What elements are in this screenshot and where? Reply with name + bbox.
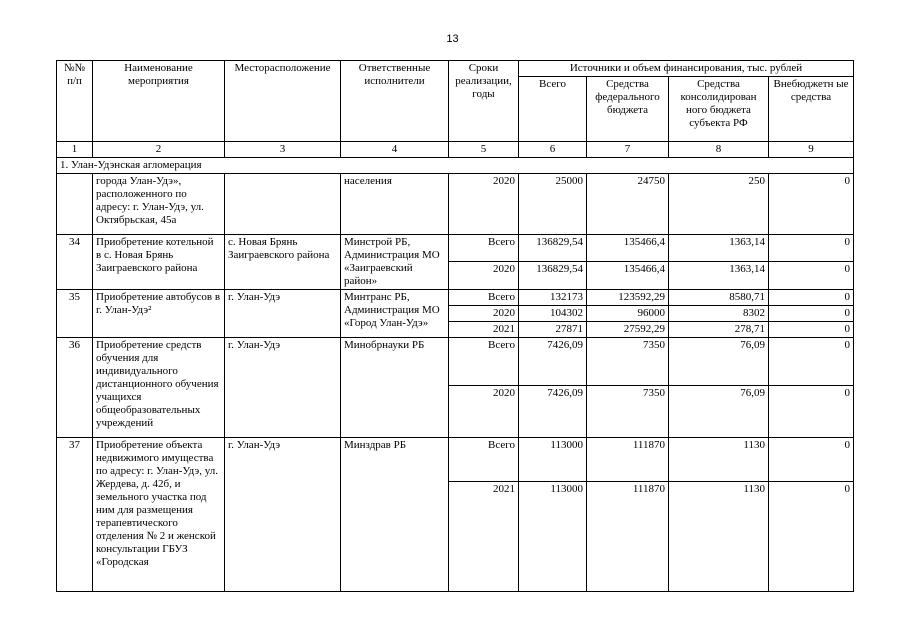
row-year: Всего: [449, 235, 519, 262]
row-number: 37: [57, 438, 93, 592]
row-federal: 123592,29: [587, 290, 669, 306]
row-federal: 7350: [587, 338, 669, 386]
row-location: г. Улан-Удэ: [225, 438, 341, 592]
row-regional: 250: [669, 174, 769, 235]
row-year: Всего: [449, 338, 519, 386]
row-number: 36: [57, 338, 93, 438]
row-federal: 96000: [587, 306, 669, 322]
row-regional: 76,09: [669, 338, 769, 386]
col-number: 7: [587, 142, 669, 158]
row-extra: 0: [769, 262, 854, 290]
row-regional: 76,09: [669, 386, 769, 438]
table-row: [57, 438, 854, 482]
row-regional: 1363,14: [669, 235, 769, 262]
row-federal: 111870: [587, 438, 669, 482]
col-number: 6: [519, 142, 587, 158]
col-number: 2: [93, 142, 225, 158]
table-row: [57, 235, 854, 262]
row-regional: 278,71: [669, 322, 769, 338]
row-extra: 0: [769, 290, 854, 306]
row-name: Приобретение автобусов в г. Улан-Удэ²: [93, 290, 225, 338]
header-federal: Средства федерального бюджета: [587, 77, 669, 142]
header-name: Наименование мероприятия: [93, 61, 225, 142]
row-federal: 27592,29: [587, 322, 669, 338]
col-number: 1: [57, 142, 93, 158]
header-extra: Внебюджетн ые средства: [769, 77, 854, 142]
row-name: Приобретение объекта недвижимого имущества по адресу: г. Улан-Удэ, ул. Жердева, д. 42б, и земельного участка под ним для размещения терапевтического отделения № 2 и женской консультации ГБУЗ «Городская: [93, 438, 225, 592]
row-extra: 0: [769, 235, 854, 262]
row-number: 35: [57, 290, 93, 338]
row-location: [225, 174, 341, 235]
row-regional: 1130: [669, 438, 769, 482]
row-year: 2021: [449, 322, 519, 338]
col-number: 5: [449, 142, 519, 158]
row-extra: 0: [769, 174, 854, 235]
row-year: 2021: [449, 482, 519, 592]
row-location: с. Новая Брянь Заиграевского района: [225, 235, 341, 290]
row-extra: 0: [769, 438, 854, 482]
header-num: №№ п/п: [57, 61, 93, 142]
row-total: 104302: [519, 306, 587, 322]
row-responsible: Минобрнауки РБ: [341, 338, 449, 438]
row-total: 7426,09: [519, 338, 587, 386]
row-extra: 0: [769, 306, 854, 322]
col-number: 9: [769, 142, 854, 158]
row-year: 2020: [449, 174, 519, 235]
col-number: 8: [669, 142, 769, 158]
col-number: 3: [225, 142, 341, 158]
col-number: 4: [341, 142, 449, 158]
row-number: [57, 174, 93, 235]
row-total: 113000: [519, 438, 587, 482]
header-financing: Источники и объем финансирования, тыс. рублей: [519, 61, 854, 77]
row-total: 136829,54: [519, 235, 587, 262]
section-title: 1. Улан-Удэнская агломерация: [57, 158, 854, 174]
row-regional: 1130: [669, 482, 769, 592]
page-number: 13: [446, 33, 459, 45]
row-total: 7426,09: [519, 386, 587, 438]
header-terms: Сроки реализации, годы: [449, 61, 519, 142]
row-extra: 0: [769, 386, 854, 438]
row-extra: 0: [769, 322, 854, 338]
row-name: Приобретение средств обучения для индивидуального дистанционного обучения учащихся общеобразовательных учреждений: [93, 338, 225, 438]
row-responsible: Минздрав РБ: [341, 438, 449, 592]
row-regional: 8580,71: [669, 290, 769, 306]
row-total: 25000: [519, 174, 587, 235]
row-name: города Улан-Удэ», расположенного по адресу: г. Улан-Удэ, ул. Октябрьская, 45а: [93, 174, 225, 235]
header-location: Месторасположение: [225, 61, 341, 142]
row-year: 2020: [449, 262, 519, 290]
row-federal: 135466,4: [587, 235, 669, 262]
financing-table: [56, 60, 854, 592]
row-extra: 0: [769, 338, 854, 386]
row-total: 136829,54: [519, 262, 587, 290]
row-responsible: Минтранс РБ, Администрация МО «Город Улан-Удэ»: [341, 290, 449, 338]
row-extra: 0: [769, 482, 854, 592]
row-location: г. Улан-Удэ: [225, 338, 341, 438]
table-row: [57, 290, 854, 306]
row-year: Всего: [449, 290, 519, 306]
row-responsible: населения: [341, 174, 449, 235]
row-regional: 8302: [669, 306, 769, 322]
row-total: 113000: [519, 482, 587, 592]
row-total: 27871: [519, 322, 587, 338]
header-regional: Средства консолидирован ного бюджета субъекта РФ: [669, 77, 769, 142]
row-location: г. Улан-Удэ: [225, 290, 341, 338]
header-total: Всего: [519, 77, 587, 142]
table-row: [57, 174, 854, 235]
row-year: 2020: [449, 306, 519, 322]
row-total: 132173: [519, 290, 587, 306]
row-regional: 1363,14: [669, 262, 769, 290]
header-responsible: Ответственные исполнители: [341, 61, 449, 142]
row-federal: 111870: [587, 482, 669, 592]
row-name: Приобретение котельной в с. Новая Брянь Заиграевского района: [93, 235, 225, 290]
row-responsible: Минстрой РБ, Администрация МО «Заиграевский район»: [341, 235, 449, 290]
row-number: 34: [57, 235, 93, 290]
table-row: [57, 338, 854, 386]
row-year: 2020: [449, 386, 519, 438]
row-year: Всего: [449, 438, 519, 482]
row-federal: 135466,4: [587, 262, 669, 290]
row-federal: 24750: [587, 174, 669, 235]
row-federal: 7350: [587, 386, 669, 438]
